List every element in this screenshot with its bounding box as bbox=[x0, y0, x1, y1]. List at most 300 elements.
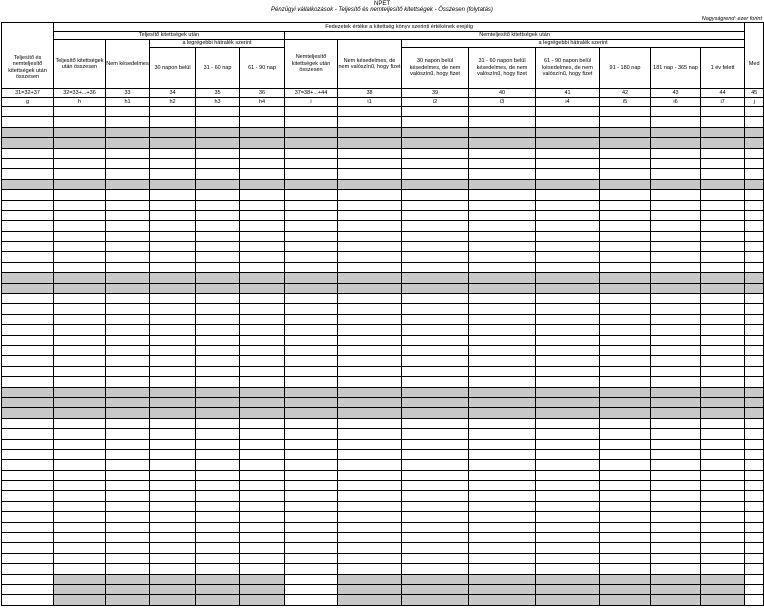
table-cell bbox=[745, 574, 764, 584]
table-cell bbox=[536, 553, 600, 563]
table-cell bbox=[402, 325, 469, 335]
table-cell bbox=[402, 200, 469, 210]
table-cell bbox=[106, 491, 150, 501]
table-cell bbox=[701, 148, 745, 158]
num-cell: 40 bbox=[469, 89, 536, 98]
table-row bbox=[2, 200, 764, 210]
table-cell bbox=[106, 210, 150, 220]
table-cell bbox=[651, 356, 701, 366]
table-cell bbox=[150, 169, 196, 179]
table-cell bbox=[106, 356, 150, 366]
table-cell bbox=[651, 304, 701, 314]
table-cell bbox=[745, 169, 764, 179]
table-cell bbox=[651, 408, 701, 418]
table-cell bbox=[701, 304, 745, 314]
table-cell bbox=[285, 345, 338, 355]
table-cell bbox=[469, 304, 536, 314]
table-cell bbox=[150, 491, 196, 501]
col-perf-total: Teljesítő kitettségek után összesen bbox=[54, 40, 106, 89]
table-cell bbox=[196, 127, 240, 137]
table-cell bbox=[651, 439, 701, 449]
table-cell bbox=[402, 117, 469, 127]
table-cell bbox=[701, 273, 745, 283]
table-cell bbox=[651, 335, 701, 345]
table-cell bbox=[106, 231, 150, 241]
table-row bbox=[2, 148, 764, 158]
table-cell bbox=[536, 356, 600, 366]
table-cell bbox=[469, 481, 536, 491]
table-cell bbox=[338, 470, 402, 480]
table-cell bbox=[338, 481, 402, 491]
table-body bbox=[2, 107, 764, 606]
table-cell bbox=[2, 231, 54, 241]
table-cell bbox=[285, 190, 338, 200]
code-cell: i3 bbox=[469, 98, 536, 107]
table-cell bbox=[338, 242, 402, 252]
table-cell bbox=[240, 273, 285, 283]
table-cell bbox=[469, 210, 536, 220]
table-cell bbox=[402, 366, 469, 376]
table-cell bbox=[338, 418, 402, 428]
table-row bbox=[2, 460, 764, 470]
table-cell bbox=[150, 107, 196, 117]
table-cell bbox=[651, 377, 701, 387]
table-cell bbox=[2, 169, 54, 179]
table-cell bbox=[196, 533, 240, 543]
table-row bbox=[2, 231, 764, 241]
table-cell bbox=[2, 200, 54, 210]
table-cell bbox=[469, 107, 536, 117]
table-cell bbox=[196, 242, 240, 252]
table-cell bbox=[54, 179, 106, 189]
table-cell bbox=[536, 273, 600, 283]
table-cell bbox=[2, 356, 54, 366]
table-cell bbox=[54, 127, 106, 137]
table-cell bbox=[536, 138, 600, 148]
table-cell bbox=[469, 449, 536, 459]
table-cell bbox=[600, 117, 651, 127]
table-cell bbox=[150, 314, 196, 324]
table-cell bbox=[196, 148, 240, 158]
table-cell bbox=[338, 138, 402, 148]
table-cell bbox=[2, 210, 54, 220]
table-cell bbox=[240, 107, 285, 117]
table-cell bbox=[240, 501, 285, 511]
table-cell bbox=[651, 595, 701, 605]
table-cell bbox=[536, 564, 600, 574]
num-cell: 36 bbox=[240, 89, 285, 98]
table-cell bbox=[54, 481, 106, 491]
table-cell bbox=[745, 470, 764, 480]
table-cell bbox=[536, 397, 600, 407]
table-cell bbox=[701, 179, 745, 189]
table-cell bbox=[469, 200, 536, 210]
table-cell bbox=[600, 179, 651, 189]
table-cell bbox=[2, 533, 54, 543]
table-cell bbox=[469, 543, 536, 553]
table-cell bbox=[402, 397, 469, 407]
col-91-180: 91 - 180 nap bbox=[600, 48, 651, 89]
table-row bbox=[2, 304, 764, 314]
table-cell bbox=[402, 210, 469, 220]
header-main: Fedezetek értéke a kitettség könyv szerinti értékének erejéig bbox=[54, 23, 745, 32]
table-cell bbox=[240, 231, 285, 241]
table-cell bbox=[338, 107, 402, 117]
table-cell bbox=[701, 366, 745, 376]
table-cell bbox=[150, 294, 196, 304]
table-row bbox=[2, 221, 764, 231]
table-cell bbox=[469, 408, 536, 418]
table-cell bbox=[651, 231, 701, 241]
table-row bbox=[2, 335, 764, 345]
table-cell bbox=[402, 512, 469, 522]
table-cell bbox=[701, 408, 745, 418]
table-cell bbox=[338, 397, 402, 407]
table-row bbox=[2, 439, 764, 449]
table-cell bbox=[196, 304, 240, 314]
num-cell: 39 bbox=[402, 89, 469, 98]
table-cell bbox=[600, 221, 651, 231]
table-cell bbox=[402, 242, 469, 252]
num-cell: 44 bbox=[701, 89, 745, 98]
table-cell bbox=[150, 533, 196, 543]
table-cell bbox=[745, 283, 764, 293]
table-cell bbox=[469, 512, 536, 522]
table-cell bbox=[106, 501, 150, 511]
table-cell bbox=[240, 439, 285, 449]
table-cell bbox=[240, 127, 285, 137]
table-cell bbox=[600, 314, 651, 324]
table-cell bbox=[2, 429, 54, 439]
table-cell bbox=[469, 221, 536, 231]
table-cell bbox=[240, 148, 285, 158]
table-cell bbox=[196, 262, 240, 272]
table-row bbox=[2, 595, 764, 605]
table-cell bbox=[196, 366, 240, 376]
table-cell bbox=[536, 210, 600, 220]
table-cell bbox=[701, 387, 745, 397]
table-cell bbox=[651, 127, 701, 137]
table-cell bbox=[2, 512, 54, 522]
table-cell bbox=[469, 501, 536, 511]
table-cell bbox=[338, 574, 402, 584]
table-cell bbox=[745, 314, 764, 324]
table-cell bbox=[701, 460, 745, 470]
table-cell bbox=[651, 460, 701, 470]
table-cell bbox=[196, 117, 240, 127]
table-cell bbox=[54, 283, 106, 293]
table-cell bbox=[106, 387, 150, 397]
table-cell bbox=[469, 595, 536, 605]
table-row bbox=[2, 533, 764, 543]
table-cell bbox=[745, 584, 764, 594]
table-cell bbox=[196, 481, 240, 491]
table-cell bbox=[54, 231, 106, 241]
num-cell: 31=32+37 bbox=[2, 89, 54, 98]
table-cell bbox=[106, 543, 150, 553]
table-cell bbox=[338, 439, 402, 449]
table-cell bbox=[745, 335, 764, 345]
table-cell bbox=[651, 138, 701, 148]
table-cell bbox=[600, 408, 651, 418]
table-cell bbox=[2, 366, 54, 376]
code-cell: h1 bbox=[106, 98, 150, 107]
table-cell bbox=[2, 460, 54, 470]
table-cell bbox=[150, 190, 196, 200]
table-cell bbox=[469, 574, 536, 584]
table-cell bbox=[240, 418, 285, 428]
table-cell bbox=[651, 574, 701, 584]
table-cell bbox=[2, 148, 54, 158]
table-cell bbox=[469, 138, 536, 148]
table-cell bbox=[651, 252, 701, 262]
col-med: Med bbox=[745, 40, 764, 89]
table-cell bbox=[402, 533, 469, 543]
table-cell bbox=[745, 501, 764, 511]
table-cell bbox=[240, 553, 285, 563]
table-cell bbox=[285, 179, 338, 189]
table-cell bbox=[469, 522, 536, 532]
table-cell bbox=[2, 501, 54, 511]
table-cell bbox=[196, 107, 240, 117]
table-cell bbox=[54, 439, 106, 449]
table-cell bbox=[651, 294, 701, 304]
table-cell bbox=[150, 408, 196, 418]
table-cell bbox=[469, 460, 536, 470]
table-cell bbox=[196, 138, 240, 148]
table-cell bbox=[196, 335, 240, 345]
table-cell bbox=[651, 169, 701, 179]
table-cell bbox=[150, 501, 196, 511]
table-cell bbox=[240, 345, 285, 355]
table-cell bbox=[745, 377, 764, 387]
table-cell bbox=[285, 387, 338, 397]
table-cell bbox=[196, 325, 240, 335]
table-cell bbox=[338, 158, 402, 168]
table-cell bbox=[651, 283, 701, 293]
table-cell bbox=[745, 190, 764, 200]
table-cell bbox=[469, 117, 536, 127]
table-cell bbox=[285, 429, 338, 439]
col-1y: 1 év felett bbox=[701, 48, 745, 89]
table-cell bbox=[106, 595, 150, 605]
table-row bbox=[2, 127, 764, 137]
table-cell bbox=[106, 429, 150, 439]
table-cell bbox=[701, 190, 745, 200]
table-cell bbox=[701, 574, 745, 584]
table-cell bbox=[285, 262, 338, 272]
table-cell bbox=[600, 522, 651, 532]
table-cell bbox=[150, 449, 196, 459]
table-cell bbox=[536, 429, 600, 439]
code-cell: h bbox=[54, 98, 106, 107]
table-cell bbox=[402, 127, 469, 137]
table-row bbox=[2, 574, 764, 584]
table-cell bbox=[536, 439, 600, 449]
table-cell bbox=[469, 584, 536, 594]
table-cell bbox=[285, 242, 338, 252]
table-cell bbox=[54, 584, 106, 594]
table-cell bbox=[150, 429, 196, 439]
table-cell bbox=[651, 325, 701, 335]
table-row bbox=[2, 387, 764, 397]
table-cell bbox=[701, 200, 745, 210]
table-cell bbox=[402, 429, 469, 439]
header-overdue-nonperf: a legrégebbi hátralék szerint bbox=[402, 40, 745, 48]
table-row bbox=[2, 345, 764, 355]
table-cell bbox=[600, 481, 651, 491]
table-cell bbox=[536, 449, 600, 459]
table-cell bbox=[338, 231, 402, 241]
table-cell bbox=[745, 564, 764, 574]
table-cell bbox=[701, 356, 745, 366]
table-cell bbox=[469, 533, 536, 543]
table-cell bbox=[150, 127, 196, 137]
table-row bbox=[2, 553, 764, 563]
table-cell bbox=[240, 200, 285, 210]
table-cell bbox=[651, 564, 701, 574]
table-cell bbox=[338, 533, 402, 543]
table-cell bbox=[701, 107, 745, 117]
table-cell bbox=[536, 335, 600, 345]
table-cell bbox=[536, 470, 600, 480]
table-cell bbox=[469, 439, 536, 449]
col-np-total: Nemteljesítő kitettségek után összesen bbox=[285, 40, 338, 89]
table-cell bbox=[240, 481, 285, 491]
table-cell bbox=[701, 127, 745, 137]
table-cell bbox=[196, 252, 240, 262]
table-cell bbox=[600, 231, 651, 241]
table-cell bbox=[338, 584, 402, 594]
unit-label: Nagyságrend: ezer forint bbox=[701, 16, 762, 22]
table-cell bbox=[196, 491, 240, 501]
table-cell bbox=[196, 200, 240, 210]
table-cell bbox=[240, 117, 285, 127]
table-cell bbox=[536, 543, 600, 553]
table-cell bbox=[338, 179, 402, 189]
table-cell bbox=[536, 595, 600, 605]
table-cell bbox=[150, 584, 196, 594]
table-cell bbox=[745, 553, 764, 563]
table-cell bbox=[402, 190, 469, 200]
table-cell bbox=[150, 304, 196, 314]
table-cell bbox=[536, 117, 600, 127]
table-cell bbox=[240, 242, 285, 252]
table-cell bbox=[150, 252, 196, 262]
table-cell bbox=[469, 169, 536, 179]
table-cell bbox=[240, 429, 285, 439]
table-cell bbox=[196, 221, 240, 231]
table-cell bbox=[285, 127, 338, 137]
num-cell: 38 bbox=[338, 89, 402, 98]
table-cell bbox=[54, 553, 106, 563]
table-cell bbox=[651, 533, 701, 543]
table-cell bbox=[2, 522, 54, 532]
table-cell bbox=[106, 512, 150, 522]
table-cell bbox=[651, 397, 701, 407]
table-cell bbox=[285, 304, 338, 314]
table-cell bbox=[469, 252, 536, 262]
table-cell bbox=[469, 356, 536, 366]
table-cell bbox=[54, 377, 106, 387]
table-cell bbox=[745, 231, 764, 241]
table-cell bbox=[2, 387, 54, 397]
table-cell bbox=[240, 522, 285, 532]
table-cell bbox=[745, 418, 764, 428]
table-cell bbox=[536, 345, 600, 355]
table-cell bbox=[536, 460, 600, 470]
table-cell bbox=[2, 543, 54, 553]
table-cell bbox=[338, 148, 402, 158]
table-cell bbox=[651, 584, 701, 594]
table-cell bbox=[469, 273, 536, 283]
table-cell bbox=[285, 138, 338, 148]
table-cell bbox=[402, 439, 469, 449]
table-cell bbox=[469, 397, 536, 407]
table-cell bbox=[651, 470, 701, 480]
table-cell bbox=[745, 449, 764, 459]
table-cell bbox=[402, 543, 469, 553]
code-cell: i1 bbox=[338, 98, 402, 107]
table-cell bbox=[651, 491, 701, 501]
table-cell bbox=[402, 283, 469, 293]
table-cell bbox=[54, 533, 106, 543]
table-cell bbox=[701, 283, 745, 293]
table-cell bbox=[338, 200, 402, 210]
table-row bbox=[2, 325, 764, 335]
table-cell bbox=[196, 522, 240, 532]
table-cell bbox=[106, 564, 150, 574]
table-cell bbox=[54, 522, 106, 532]
table-cell bbox=[2, 481, 54, 491]
table-cell bbox=[536, 262, 600, 272]
table-cell bbox=[54, 460, 106, 470]
table-cell bbox=[285, 294, 338, 304]
table-row bbox=[2, 273, 764, 283]
table-cell bbox=[2, 252, 54, 262]
report-table bbox=[1, 22, 764, 606]
table-cell bbox=[402, 138, 469, 148]
table-cell bbox=[106, 439, 150, 449]
table-cell bbox=[745, 543, 764, 553]
table-cell bbox=[106, 158, 150, 168]
table-row bbox=[2, 179, 764, 189]
code-cell: i bbox=[285, 98, 338, 107]
table-cell bbox=[402, 107, 469, 117]
table-cell bbox=[285, 553, 338, 563]
table-cell bbox=[402, 595, 469, 605]
col-np-31-60: 31 - 60 napon belül késedelmes, de nem valószínű, hogy fizet bbox=[469, 48, 536, 89]
table-cell bbox=[600, 262, 651, 272]
table-row bbox=[2, 564, 764, 574]
table-cell bbox=[54, 543, 106, 553]
table-cell bbox=[106, 397, 150, 407]
num-cell: 32=33+...+36 bbox=[54, 89, 106, 98]
col-31-60: 31 - 60 nap bbox=[196, 48, 240, 89]
table-cell bbox=[150, 439, 196, 449]
table-cell bbox=[536, 418, 600, 428]
table-cell bbox=[106, 221, 150, 231]
table-cell bbox=[54, 335, 106, 345]
table-cell bbox=[338, 314, 402, 324]
table-cell bbox=[469, 429, 536, 439]
table-cell bbox=[745, 252, 764, 262]
table-cell bbox=[701, 325, 745, 335]
table-cell bbox=[150, 231, 196, 241]
table-cell bbox=[600, 138, 651, 148]
table-cell bbox=[600, 533, 651, 543]
table-cell bbox=[701, 262, 745, 272]
